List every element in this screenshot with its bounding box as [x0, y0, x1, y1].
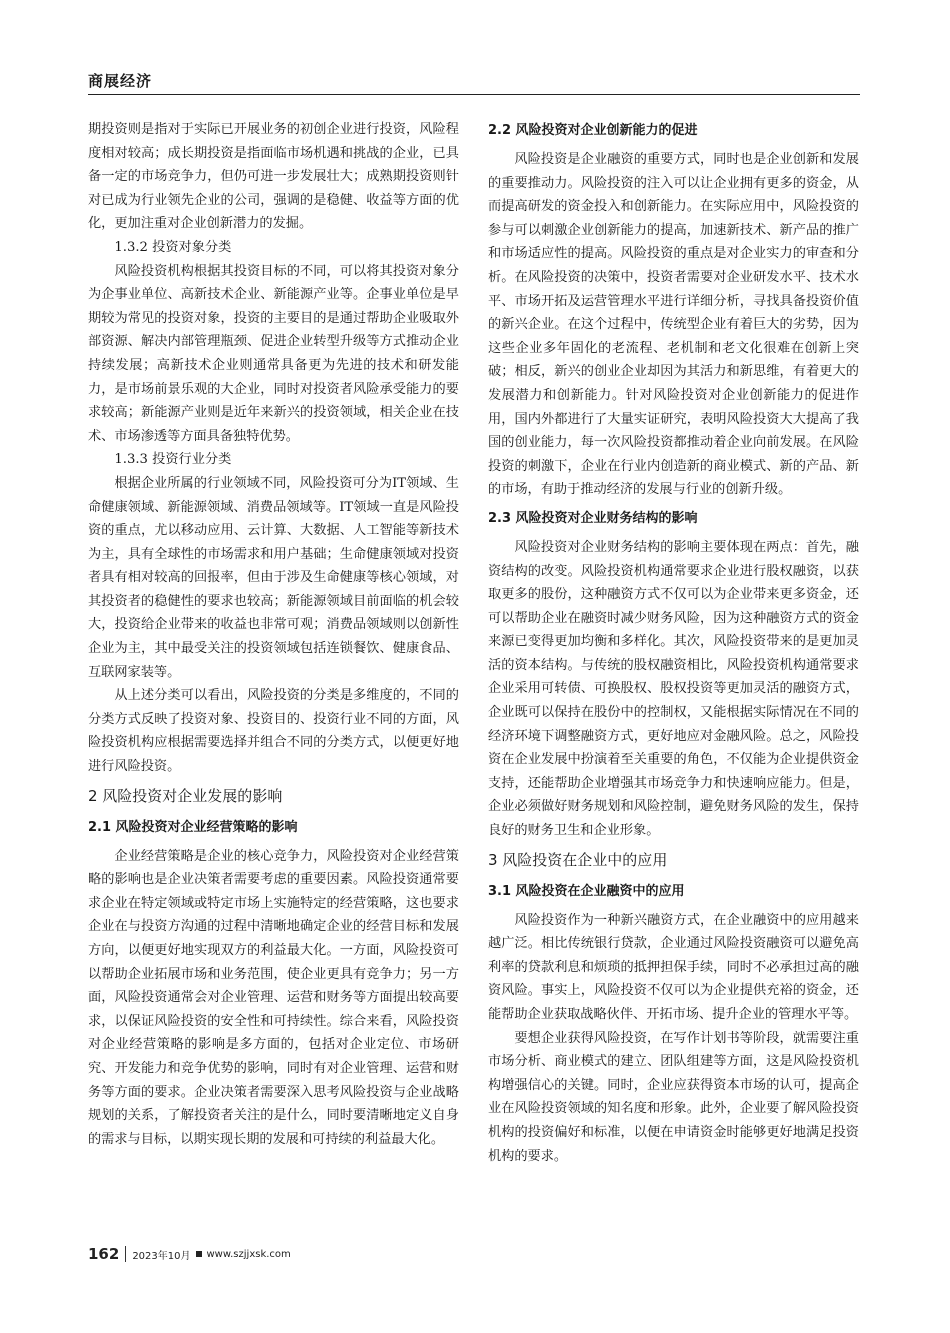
paragraph: 要想企业获得风险投资，在写作计划书等阶段，就需要注重市场分析、商业模式的建立、团队组建等方面，这是风险投资机构增强信心的关键。同时，企业应获得资本市场的认可，提高企业在风险投资领域的知名度和形象。此外，企业要了解风险投资机构的投资偏好和标准，以便在申请资金时能够更好地满足投资机构的要求。 [488, 1030, 859, 1164]
page-number: 162 [88, 1245, 120, 1263]
header-rule [88, 94, 860, 95]
section-heading-3: 3 风险投资在企业中的应用 [488, 850, 668, 869]
section-heading-2: 2 风险投资对企业发展的影响 [88, 786, 283, 805]
section-heading-2-2: 2.2 风险投资对企业创新能力的促进 [488, 123, 698, 138]
square-bullet-icon [196, 1251, 202, 1257]
journal-name: 商展经济 [88, 72, 153, 90]
paragraph: 风险投资机构根据其投资目标的不同，可以将其投资对象分为企事业单位、高新技术企业、新能源产业等。企事业单位是早期较为常见的投资对象，投资的主要目的是通过帮助企业吸取外部资源、解决内部管理瓶颈、促进企业转型升级等方式推动企业持续发展；高新技术企业则通常具备更为先进的技术和研发能力，是市场前景乐观的大企业，同时对投资者风险承受能力的要求较高；新能源产业则是近年来新兴的投资领域，相关企业在技术、市场渗透等方面具备独特优势。 [88, 263, 459, 444]
issue-date: 2023年10月 [132, 1250, 191, 1262]
paragraph: 从上述分类可以看出，风险投资的分类是多维度的，不同的分类方式反映了投资对象、投资目的、投资行业不同的方面，风险投资机构应根据需要选择并组合不同的分类方式，以便更好地进行风险投资。 [88, 688, 459, 775]
subsection-heading-1-3-3: 1.3.3 投资行业分类 [114, 452, 232, 468]
subsection-heading-1-3-2: 1.3.2 投资对象分类 [114, 239, 232, 255]
paragraph: 风险投资对企业财务结构的影响主要体现在两点：首先，融资结构的改变。风险投资机构通常要求企业进行股权融资，以获取更多的股份，这种融资方式不仅可以为企业带来更多资金，还可以帮助企业在融资时减少财务风险，因为这种融资方式的资金来源已变得更加均衡和多样化。其次，风险投资带来的是更加灵活的资本结构。与传统的股权融资相比，风险投资机构通常要求企业采用可转债、可换股权、股权投资等更加灵活的融资方式，企业既可以保持在股份中的控制权，又能根据实际情况在不同的经济环境下调整融资方式，更好地应对金融风险。总之，风险投资在企业发展中扮演着至关重要的角色，不仅能为企业提供资金支持，还能帮助企业增强其市场竞争力和快速响应能力。但是，企业必须做好财务规划和风险控制，避免财务风险的发生，保持良好的财务卫生和企业形象。 [488, 539, 859, 839]
left-column [88, 118, 459, 1151]
section-heading-2-1: 2.1 风险投资对企业经营策略的影响 [88, 819, 298, 835]
footer-divider [125, 1246, 126, 1262]
right-column [488, 118, 859, 1168]
section-heading-2-3: 2.3 风险投资对企业财务结构的影响 [488, 510, 698, 526]
paragraph: 期投资则是指对于实际已开展业务的初创企业进行投资，风险程度相对较高；成长期投资是指面临市场机遇和挑战的企业，已具备一定的市场竞争力，但仍可进一步发展壮大；成熟期投资则针对已成为行业领先企业的公司，强调的是稳健、收益等方面的优化，更加注重对企业创新潜力的发掘。 [88, 122, 459, 232]
website: www.szjjxsk.com [206, 1248, 291, 1260]
paragraph: 风险投资是企业融资的重要方式，同时也是企业创新和发展的重要推动力。风险投资的注入可以让企业拥有更多的资金，从而提高研发的资金投入和创新能力。在实际应用中，风险投资的参与可以刺激企业创新能力的提高，加速新技术、新产品的推广和市场适应性的提高。风险投资的重点是对企业实力的审查和分析。在风险投资的决策中，投资者需要对企业研发水平、技术水平、市场开拓及运营管理水平进行详细分析，寻找具备投资价值的新兴企业。在这个过程中，传统型企业有着巨大的劣势，因为这些企业多年固化的老流程、老机制和老文化很难在创新上突破；相反，新兴的创业企业却因为其活力和新思维，有着更大的发展潜力和创新能力。针对风险投资对企业创新能力的促进作用，国内外都进行了大量实证研究，表明风险投资大大提高了我国的创业能力，每一次风险投资都推动着企业向前发展。在风险投资的刺激下，企业在行业内创造新的商业模式、新的产品、新的市场，有助于推动经济的发展与行业的创新升级。 [488, 152, 859, 498]
paragraph: 企业经营策略是企业的核心竞争力，风险投资对企业经营策略的影响也是企业决策者需要考虑的重要因素。风险投资通常要求企业在特定领域或特定市场上实施特定的经营策略，这也要求企业在与投资方沟通的过程中清晰地确定企业的经营目标和发展方向，以便更好地实现双方的利益最大化。一方面，风险投资可以帮助企业拓展市场和业务范围，使企业更具有竞争力；另一方面，风险投资通常会对企业管理、运营和财务等方面提出较高要求，以保证风险投资的安全性和可持续性。综合来看，风险投资对企业经营策略的影响是多方面的，包括对企业定位、市场研究、开发能力和竞争优势的影响，同时有对企业管理、运营和财务等方面的要求。企业决策者需要深入思考风险投资与企业战略规划的关系，了解投资者关注的是什么，同时要清晰地定义自身的需求与目标，以期实现长期的发展和可持续的利益最大化。 [88, 848, 459, 1147]
page-footer [88, 1245, 291, 1263]
section-heading-3-1: 3.1 风险投资在企业融资中的应用 [488, 883, 685, 899]
paragraph: 风险投资作为一种新兴融资方式，在企业融资中的应用越来越广泛。相比传统银行贷款，企业通过风险投资融资可以避免高利率的贷款利息和烦琐的抵押担保手续，同时不必承担过高的融资风险。事实上，风险投资不仅可以为企业提供充裕的资金，还能帮助企业获取战略伙伴、开拓市场、提升企业的管理水平等。 [488, 912, 859, 1022]
paragraph: 根据企业所属的行业领域不同，风险投资可分为IT领域、生命健康领域、新能源领域、消费品领域等。IT领域一直是风险投资的重点，尤以移动应用、云计算、大数据、人工智能等新技术为主，具有全球性的市场需求和用户基础；生命健康领域对投资者具有相对较高的回报率，但由于涉及生命健康等核心领域，对其投资者的稳健性的要求也较高；新能源领域目前面临的机会较大，投资给企业带来的收益也非常可观；消费品领域则以创新性企业为主，其中最受关注的投资领域包括连锁餐饮、健康食品、互联网家装等。 [88, 475, 459, 680]
